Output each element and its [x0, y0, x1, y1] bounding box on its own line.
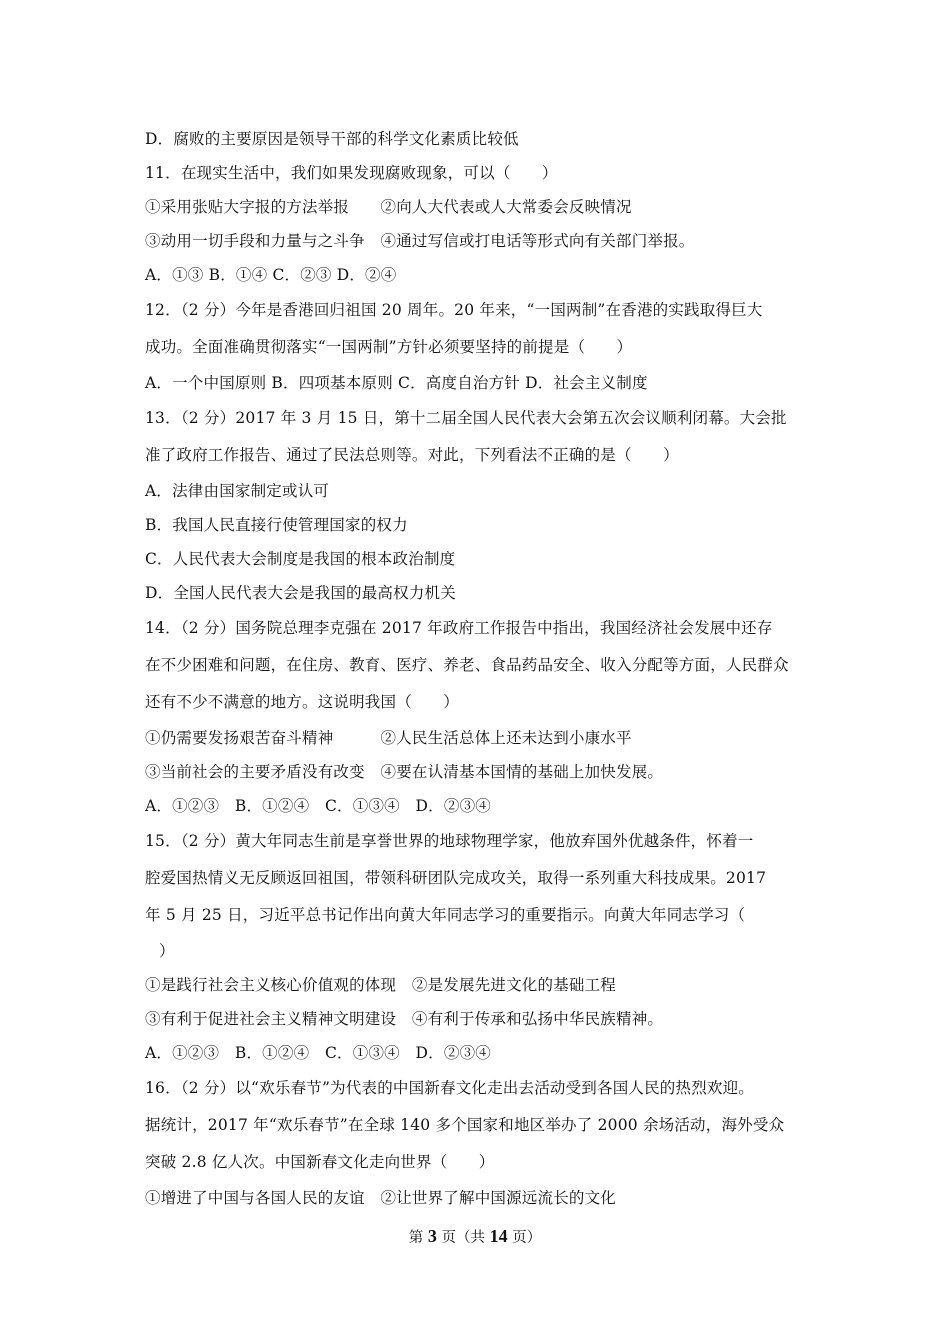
question-12-choices: A．一个中国原则 B．四项基本原则 C．高度自治方针 D．社会主义制度: [145, 374, 648, 392]
question-13-option-d: D．全国人民代表大会是我国的最高权力机关: [145, 584, 456, 602]
footer-total-pages: 14: [489, 1226, 508, 1246]
question-13-option-b: B．我国人民直接行使管理国家的权力: [145, 516, 408, 534]
question-13-stem-line-2: 准了政府工作报告、通过了民法总则等。对此，下列看法不正确的是（ ）: [145, 446, 679, 464]
question-16-items-1-2: ①增进了中国与各国人民的友谊 ②让世界了解中国源远流长的文化: [145, 1189, 617, 1207]
question-13-option-a: A．法律由国家制定或认可: [145, 482, 330, 500]
question-14-choices: A．①②③ B．①②④ C．①③④ D．②③④: [145, 797, 491, 815]
question-11-stem: 11．在现实生活中，我们如果发现腐败现象，可以（ ）: [145, 164, 558, 182]
footer-middle: 页（共: [441, 1230, 485, 1246]
question-15-stem-line-4: ）: [159, 942, 175, 960]
question-15-stem-line-1: 15．（2 分）黄大年同志生前是享誉世界的地球物理学家，他放弃国外优越条件，怀着一: [145, 832, 754, 850]
page-footer: [0, 1224, 950, 1250]
question-15-stem-line-2: 腔爱国热情义无反顾返回祖国，带领科研团队完成攻关，取得一系列重大科技成果。2017: [145, 869, 767, 887]
question-15-choices: A．①②③ B．①②④ C．①③④ D．②③④: [145, 1044, 491, 1062]
footer-prefix: 第: [408, 1230, 424, 1246]
question-16-stem-line-3: 突破 2.8 亿人次。中国新春文化走向世界（ ）: [145, 1153, 495, 1171]
question-14-stem-line-1: 14．（2 分）国务院总理李克强在 2017 年政府工作报告中指出，我国经济社会发展中还存: [145, 619, 773, 637]
footer-page-number: 3: [427, 1226, 437, 1246]
page-body: [145, 122, 810, 1215]
question-14-items-3-4: ③当前社会的主要矛盾没有改变 ④要在认清基本国情的基础上加快发展。: [145, 763, 664, 781]
question-11-items-1-2: ①采用张贴大字报的方法举报 ②向人大代表或人大常委会反映情况: [145, 198, 632, 216]
question-15-items-1-2: ①是践行社会主义核心价值观的体现 ②是发展先进文化的基础工程: [145, 976, 617, 994]
question-14-items-1-2: ①仍需要发扬艰苦奋斗精神 ②人民生活总体上还未达到小康水平: [145, 729, 632, 747]
question-12-stem-line-2: 成功。全面准确贯彻落实“一国两制”方针必须要坚持的前提是（ ）: [145, 338, 633, 356]
question-14-stem-line-2: 在不少困难和问题，在住房、教育、医疗、养老、食品药品安全、收入分配等方面，人民群众: [145, 656, 789, 674]
question-11-choices: A．①③ B．①④ C．②③ D．②④: [145, 266, 397, 284]
question-16-stem-line-1: 16．（2 分）以“欢乐春节”为代表的中国新春文化走出去活动受到各国人民的热烈欢迎。: [145, 1079, 755, 1097]
question-15-stem-line-3: 年 5 月 25 日，习近平总书记作出向黄大年同志学习的重要指示。向黄大年同志学习（: [145, 906, 746, 924]
option-11-d: D．腐败的主要原因是领导干部的科学文化素质比较低: [145, 130, 519, 148]
question-11-items-3-4: ③动用一切手段和力量与之斗争 ④通过写信或打电话等形式向有关部门举报。: [145, 232, 695, 250]
question-15-items-3-4: ③有利于促进社会主义精神文明建设 ④有利于传承和弘扬中华民族精神。: [145, 1010, 664, 1028]
question-12-stem-line-1: 12．（2 分）今年是香港回归祖国 20 周年。20 年来，“一国两制”在香港的实践取得巨大: [145, 301, 763, 319]
question-13-option-c: C．人民代表大会制度是我国的根本政治制度: [145, 550, 456, 568]
question-14-stem-line-3: 还有不少不满意的地方。这说明我国（ ）: [145, 693, 460, 711]
question-13-stem-line-1: 13．（2 分）2017 年 3 月 15 日，第十二届全国人民代表大会第五次会议顺利闭幕。大会批: [145, 409, 787, 427]
footer-suffix: 页）: [512, 1230, 542, 1246]
question-16-stem-line-2: 据统计，2017 年“欢乐春节”在全球 140 多个国家和地区举办了 2000 余场活动，海外受众: [145, 1116, 785, 1134]
